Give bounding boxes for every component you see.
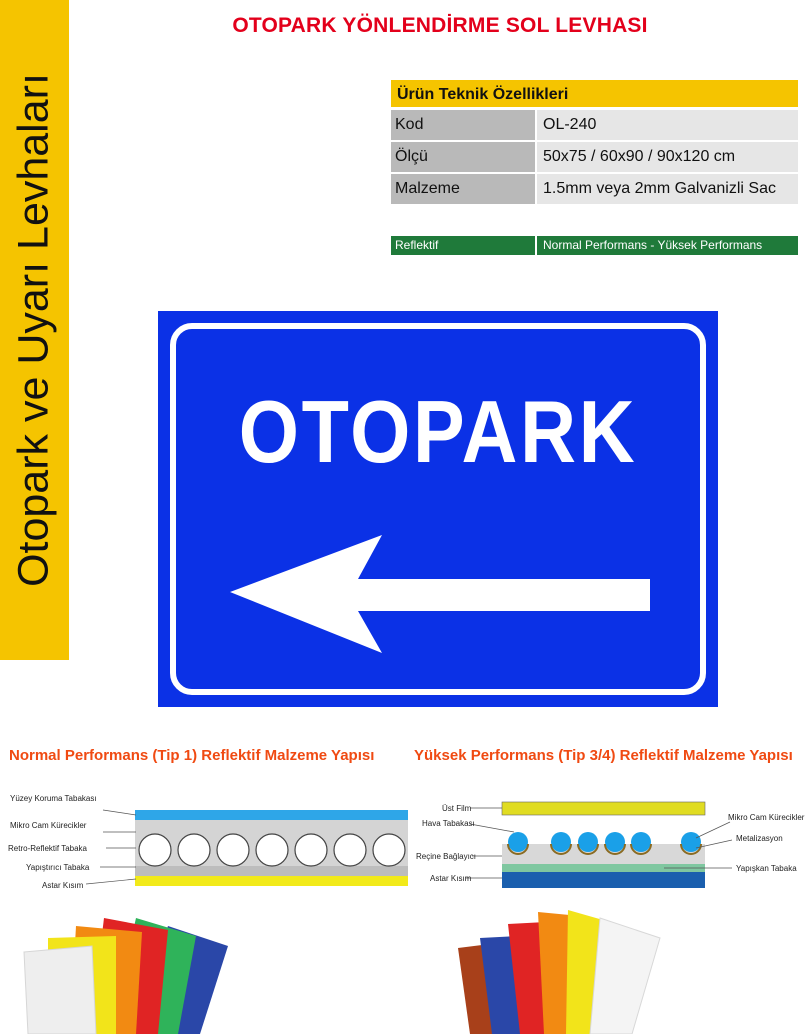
diagram-label: Yüzey Koruma Tabakası [10,794,97,803]
liner-layer [502,872,705,888]
side-band [0,0,69,660]
spec-value: 1.5mm veya 2mm Galvanizli Sac [537,174,798,204]
diagram-label: Astar Kısım [42,881,84,890]
spec-key: Malzeme [391,174,535,204]
high-sheet-samples [440,908,670,1034]
liner-layer [135,876,408,886]
diagram-label: Yapıştırıcı Tabaka [26,863,90,872]
parking-sign [158,311,718,707]
sign-text: OTOPARK [238,382,638,481]
diagram-label: Mikro Cam Kürecikler [10,821,87,830]
page-title: OTOPARK YÖNLENDİRME SOL LEVHASI [232,14,648,37]
surface-layer [135,810,408,820]
normal-structure-diagram [8,788,408,898]
spec-row [391,174,798,204]
normal-performance-title: Normal Performans (Tip 1) Reflektif Malzeme Yapısı [9,747,375,764]
diagram-label: Retro-Reflektif Tabaka [8,844,87,853]
spec-row [391,142,798,172]
spec-row [391,110,798,140]
reflective-key: Reflektif [391,236,535,255]
reflective-row [391,236,798,255]
spec-value: OL-240 [537,110,798,140]
spec-value: 50x75 / 60x90 / 90x120 cm [537,142,798,172]
spec-key: Kod [391,110,535,140]
left-arrow-icon [230,535,650,655]
spec-key: Ölçü [391,142,535,172]
reflective-value: Normal Performans - Yüksek Performans [537,236,798,255]
diagram-label: Mikro Cam Kürecikler [728,813,805,822]
normal-sheet-samples [18,912,246,1034]
diagram-label: Metalizasyon [736,834,783,843]
diagram-label: Astar Kısım [430,874,472,883]
diagram-label: Hava Tabakası [422,819,475,828]
diagram-label: Reçine Bağlayıcı [416,852,477,861]
high-structure-diagram [414,796,806,892]
adhesive-layer [135,866,408,876]
top-film [502,802,705,815]
diagram-label: Yapışkan Tabaka [736,864,797,873]
diagram-label: Üst Film [442,804,472,813]
spec-table [391,80,798,204]
side-label: Otopark ve Uyarı Levhaları [9,73,58,587]
high-performance-title: Yüksek Performans (Tip 3/4) Reflektif Malzeme Yapısı [414,747,793,764]
spec-header: Ürün Teknik Özellikleri [391,80,798,108]
